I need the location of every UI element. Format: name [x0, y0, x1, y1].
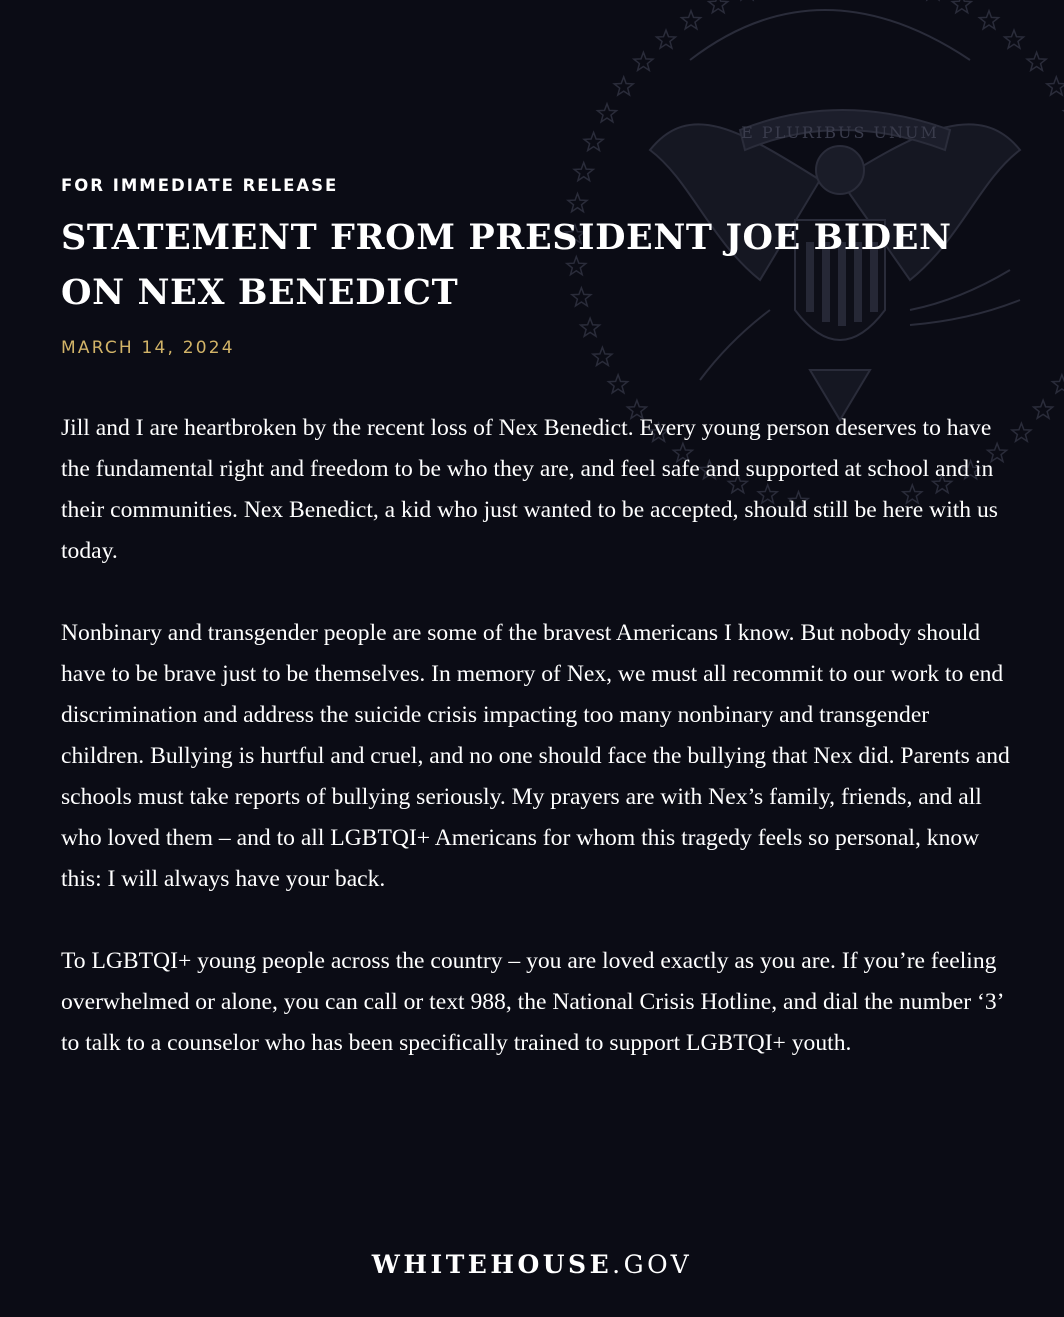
title-line-2: ON NEX BENEDICT	[61, 272, 459, 313]
seal-star-icon	[979, 11, 998, 29]
seal-star-icon	[952, 0, 971, 13]
seal-star-icon	[1034, 400, 1053, 418]
seal-star-icon	[1005, 30, 1024, 48]
site-footer	[0, 1250, 1064, 1279]
title-line-1: STATEMENT FROM PRESIDENT JOE BIDEN	[61, 217, 952, 258]
seal-star-icon	[682, 11, 701, 29]
seal-star-icon	[1027, 52, 1046, 70]
paragraph: Jill and I are heartbroken by the recent loss of Nex Benedict. Every young person deserves to have the fundamental right and freedom to be who they are, and feel safe and supported at school and in their communities. Nex Benedict, a kid who just wanted to be accepted, should still be here with us today.	[61, 415, 998, 564]
paragraph: Nonbinary and transgender people are some of the bravest Americans I know. But nobody should have to be brave just to be themselves. In memory of Nex, we must all recommit to our work to end discrimination and address the suicide crisis impacting too many nonbinary and transgender children. Bullying is hurtful and cruel, and no one should face the bullying that Nex did. Parents and schools must take reports of bullying seriously. My prayers are with Nex’s family, friends, and all who loved them – and to all LGBTQI+ Americans for whom this tragedy feels so personal, know this: I will always have your back.	[61, 620, 1010, 892]
seal-star-icon	[584, 132, 603, 150]
seal-star-icon	[1012, 423, 1031, 441]
page-title	[61, 210, 1001, 320]
paragraph: To LGBTQI+ young people across the country – you are loved exactly as you are. If you’re feeling overwhelmed or alone, you can call or text 988, the National Crisis Hotline, and dial the number ‘3’ to talk to a counselor who has been specifically trained to support LGBTQI+ youth.	[61, 948, 1003, 1056]
seal-star-icon	[614, 77, 633, 95]
site-name: WHITEHOUSE	[371, 1250, 613, 1279]
seal-star-icon	[634, 52, 653, 70]
seal-star-icon	[1052, 375, 1064, 393]
seal-star-icon	[598, 104, 617, 122]
seal-star-icon	[609, 375, 628, 393]
site-domain: .GOV	[612, 1250, 693, 1279]
seal-motto: E PLURIBUS UNUM	[741, 123, 939, 142]
seal-star-icon	[709, 0, 728, 13]
statement-header	[61, 174, 1001, 360]
release-date: MARCH 14, 2024	[61, 338, 235, 358]
seal-star-icon	[657, 30, 676, 48]
statement-body	[61, 408, 1011, 1105]
seal-star-icon	[1047, 77, 1064, 95]
release-label: FOR IMMEDIATE RELEASE	[61, 176, 339, 195]
